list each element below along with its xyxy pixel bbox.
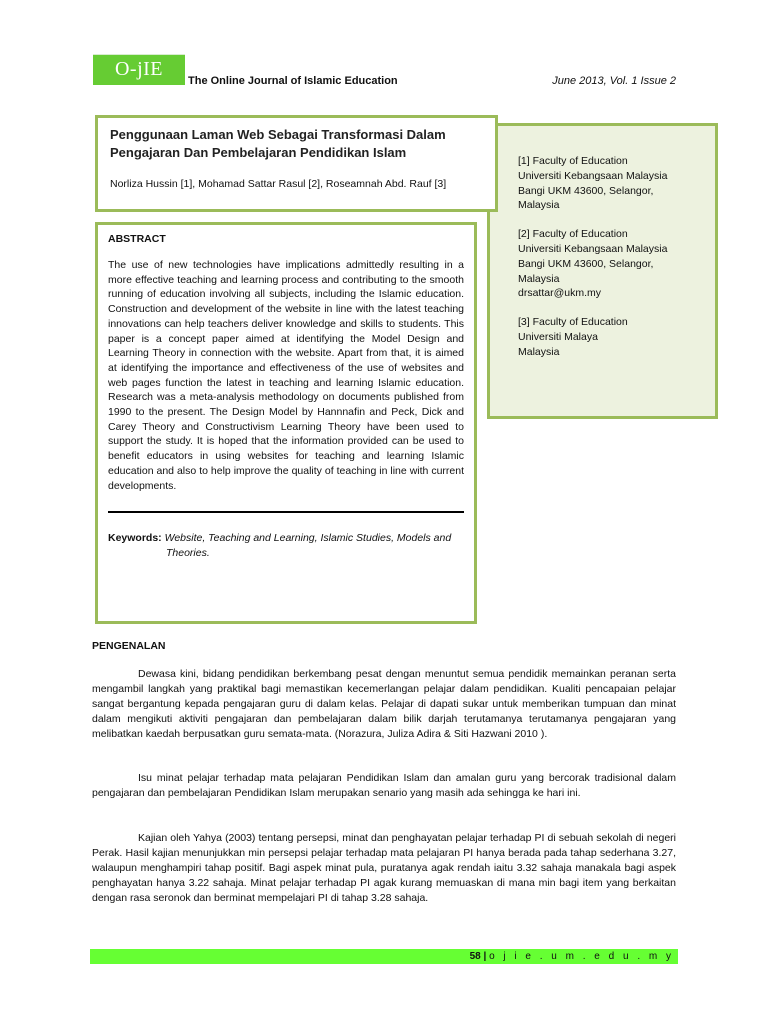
title-box [95,115,498,212]
paper-title: Penggunaan Laman Web Sebagai Transformasi Dalam Pengajaran Dan Pembelajaran Pendidikan Islam [110,127,446,160]
paper-authors: Norliza Hussin [1], Mohamad Sattar Rasul [2], Roseamnah Abd. Rauf [3] [110,178,447,190]
abstract-box [95,222,477,624]
affiliation-1: [1] Faculty of Education Universiti Kebangsaan Malaysia Bangi UKM 43600, Selangor, Malaysia [518,155,668,212]
issue-info: June 2013, Vol. 1 Issue 2 [552,75,676,87]
affiliations-box [487,123,718,419]
journal-logo: O-jIE [93,54,185,85]
abstract-text: The use of new technologies have implications admittedly resulting in a more effective teaching and learning process and contributing to the smooth running of education involving all subjects, including the Islamic education. Construction and development of the website in line with the latest teaching innovations can help teachers deliver knowledge and skills to students. This paper is a concept paper aimed at identifying the Model Design and Learning Theory in connection with the website. Apart from that, it is aimed at identifying the importance and effectiveness of the use of websites and web pages function the latest in teaching and learning Islamic education. Research was a meta-analysis methodology on documents published from 1990 to the present. The Design Model by Hannnafin and Peck, Dick and Carey Theory and Constructivism Learning Theory have been used to support the study. It is hoped that the information provided can be used to benefit educators in using websites for teaching and learning Islamic education and also to help improve the quality of teaching in line with current developments. [108,259,464,492]
affiliation-2: [2] Faculty of Education Universiti Kebangsaan Malaysia Bangi UKM 43600, Selangor, Malaysia drsattar@ukm.my [518,228,668,300]
journal-name: The Online Journal of Islamic Education [188,75,398,87]
footer-bar [90,949,678,964]
keywords [108,531,464,561]
abstract-heading: ABSTRACT [108,233,166,245]
body-paragraph-3: Kajian oleh Yahya (2003) tentang persepsi, minat dan penghayatan pelajar terhadap PI di sebuah sekolah di negeri Perak. Hasil kajian menunjukkan min persepsi pelajar terhadap mata pelajaran PI hanya berada pada tahap sederhana 3.27, walaupun menghampiri tahap positif. Bagi aspek minat pula, puratanya agak rendah iaitu 3.32 sahaja manakala bagi aspek penghayatan hanya 3.22 sahaja. Minat pelajar terhadap PI agak kurang memuaskan di mana min bagi item yang berkaitan dengan rasa seronok dan berminat mempelajari PI di tahap 3.28 sahaja. [92,832,676,904]
abstract-divider [108,511,464,513]
keywords-list: Website, Teaching and Learning, Islamic Studies, Models and Theories. [164,532,452,560]
footer-text [470,949,674,964]
footer-site[interactable]: o j i e . u m . e d u . m y [489,951,674,962]
section-heading: PENGENALAN [92,640,166,652]
body-paragraph-1: Dewasa kini, bidang pendidikan berkembang pesat dengan menuntut semua pendidik memainkan peranan serta mengambil langkah yang praktikal bagi memastikan kecemerlangan pelajar dalam pendidikan. Kualiti pencapaian pelajar sangat bergantung kepada pengajaran guru di dalam kelas. Pelajar di dapati sukar untuk memberikan tumpuan dan minat dalam mengikuti aktiviti pengajaran dan pembelajaran dalam bilik darjah terutamanya terutamanya pengajaran yang melibatkan kaedah berpusatkan guru semata-mata. (Norazura, Juliza Adira & Siti Hazwani 2010 ). [92,668,676,740]
body-paragraph-2: Isu minat pelajar terhadap mata pelajaran Pendidikan Islam dan amalan guru yang bercorak tradisional dalam pengajaran dan pembelajaran Pendidikan Islam merupakan senario yang masih ada sehingga ke hari ini. [92,772,676,799]
affiliation-3: [3] Faculty of Education Universiti Malaya Malaysia [518,316,628,358]
page-number: 58 [469,951,481,962]
footer-separator: | [480,951,490,962]
keywords-label: Keywords: [108,532,162,545]
